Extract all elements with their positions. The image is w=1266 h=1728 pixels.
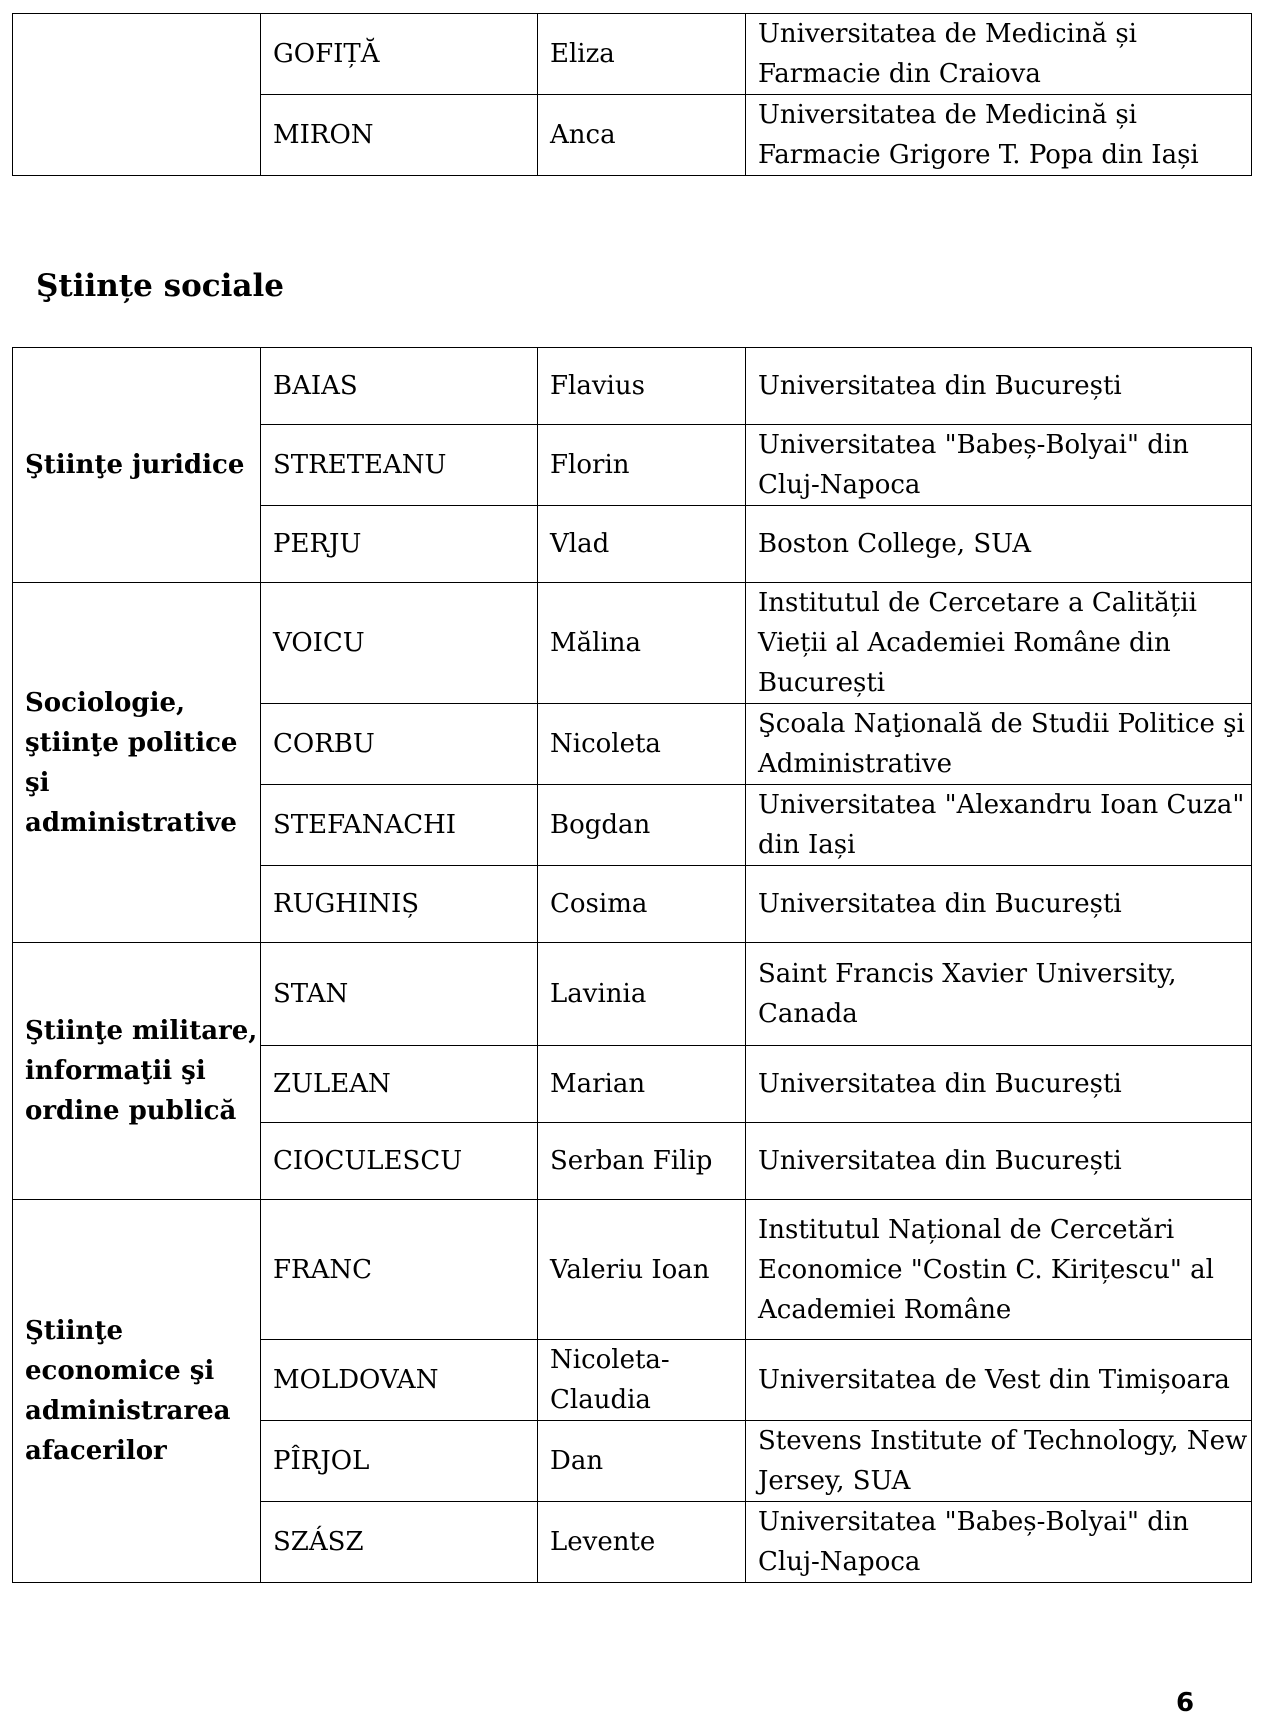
first-name-cell: Cosima	[538, 866, 746, 943]
table-row	[13, 14, 1252, 95]
institution-cell: Boston College, SUA	[746, 506, 1252, 583]
first-name-cell: Vlad	[538, 506, 746, 583]
institution-cell: Universitatea de Medicină și Farmacie din Craiova	[746, 14, 1252, 95]
first-name-cell: Lavinia	[538, 943, 746, 1046]
last-name-cell: GOFIȚĂ	[261, 14, 538, 95]
table-row	[13, 943, 1252, 1046]
institution-cell: Şcoala Naţională de Studii Politice şi Administrative	[746, 704, 1252, 785]
first-name-cell: Nicoleta	[538, 704, 746, 785]
members-table	[12, 347, 1252, 1583]
table-row	[13, 1200, 1252, 1340]
section-heading: Ştiințe sociale	[36, 268, 284, 304]
first-name-cell: Levente	[538, 1502, 746, 1583]
first-name-cell: Flavius	[538, 348, 746, 425]
first-name-cell: Marian	[538, 1046, 746, 1123]
domain-cell: Sociologie, ştiinţe politice şi administrative	[13, 583, 261, 943]
last-name-cell: MIRON	[261, 95, 538, 176]
last-name-cell: ZULEAN	[261, 1046, 538, 1123]
page-number: 6	[1176, 1688, 1195, 1718]
table-row	[13, 348, 1252, 425]
institution-cell: Stevens Institute of Technology, New Jersey, SUA	[746, 1421, 1252, 1502]
last-name-cell: STRETEANU	[261, 425, 538, 506]
institution-cell: Universitatea din București	[746, 1046, 1252, 1123]
first-name-cell: Mălina	[538, 583, 746, 704]
institution-cell: Universitatea "Babeș-Bolyai" din Cluj-Napoca	[746, 1502, 1252, 1583]
last-name-cell: SZÁSZ	[261, 1502, 538, 1583]
domain-cell-empty	[13, 14, 261, 176]
first-name-cell: Nicoleta-Claudia	[538, 1340, 746, 1421]
last-name-cell: PERJU	[261, 506, 538, 583]
first-name-cell: Anca	[538, 95, 746, 176]
first-name-cell: Valeriu Ioan	[538, 1200, 746, 1340]
last-name-cell: CORBU	[261, 704, 538, 785]
first-name-cell: Bogdan	[538, 785, 746, 866]
last-name-cell: MOLDOVAN	[261, 1340, 538, 1421]
domain-cell: Ştiinţe economice şi administrarea afacerilor	[13, 1200, 261, 1583]
first-name-cell: Dan	[538, 1421, 746, 1502]
continuation-table	[12, 13, 1252, 176]
last-name-cell: CIOCULESCU	[261, 1123, 538, 1200]
last-name-cell: STAN	[261, 943, 538, 1046]
first-name-cell: Florin	[538, 425, 746, 506]
institution-cell: Universitatea "Alexandru Ioan Cuza" din Iași	[746, 785, 1252, 866]
first-name-cell: Eliza	[538, 14, 746, 95]
table-row	[13, 583, 1252, 704]
last-name-cell: BAIAS	[261, 348, 538, 425]
domain-cell: Ştiinţe juridice	[13, 348, 261, 583]
last-name-cell: VOICU	[261, 583, 538, 704]
last-name-cell: PÎRJOL	[261, 1421, 538, 1502]
last-name-cell: STEFANACHI	[261, 785, 538, 866]
institution-cell: Institutul de Cercetare a Calității Vieții al Academiei Române din București	[746, 583, 1252, 704]
institution-cell: Institutul Național de Cercetări Economice "Costin C. Kirițescu" al Academiei Române	[746, 1200, 1252, 1340]
institution-cell: Universitatea din București	[746, 348, 1252, 425]
institution-cell: Universitatea din București	[746, 1123, 1252, 1200]
last-name-cell: FRANC	[261, 1200, 538, 1340]
institution-cell: Universitatea "Babeș-Bolyai" din Cluj-Napoca	[746, 425, 1252, 506]
institution-cell: Universitatea de Vest din Timișoara	[746, 1340, 1252, 1421]
institution-cell: Saint Francis Xavier University, Canada	[746, 943, 1252, 1046]
institution-cell: Universitatea de Medicină și Farmacie Grigore T. Popa din Iași	[746, 95, 1252, 176]
last-name-cell: RUGHINIȘ	[261, 866, 538, 943]
first-name-cell: Serban Filip	[538, 1123, 746, 1200]
institution-cell: Universitatea din București	[746, 866, 1252, 943]
domain-cell: Ştiinţe militare, informaţii şi ordine publică	[13, 943, 261, 1200]
